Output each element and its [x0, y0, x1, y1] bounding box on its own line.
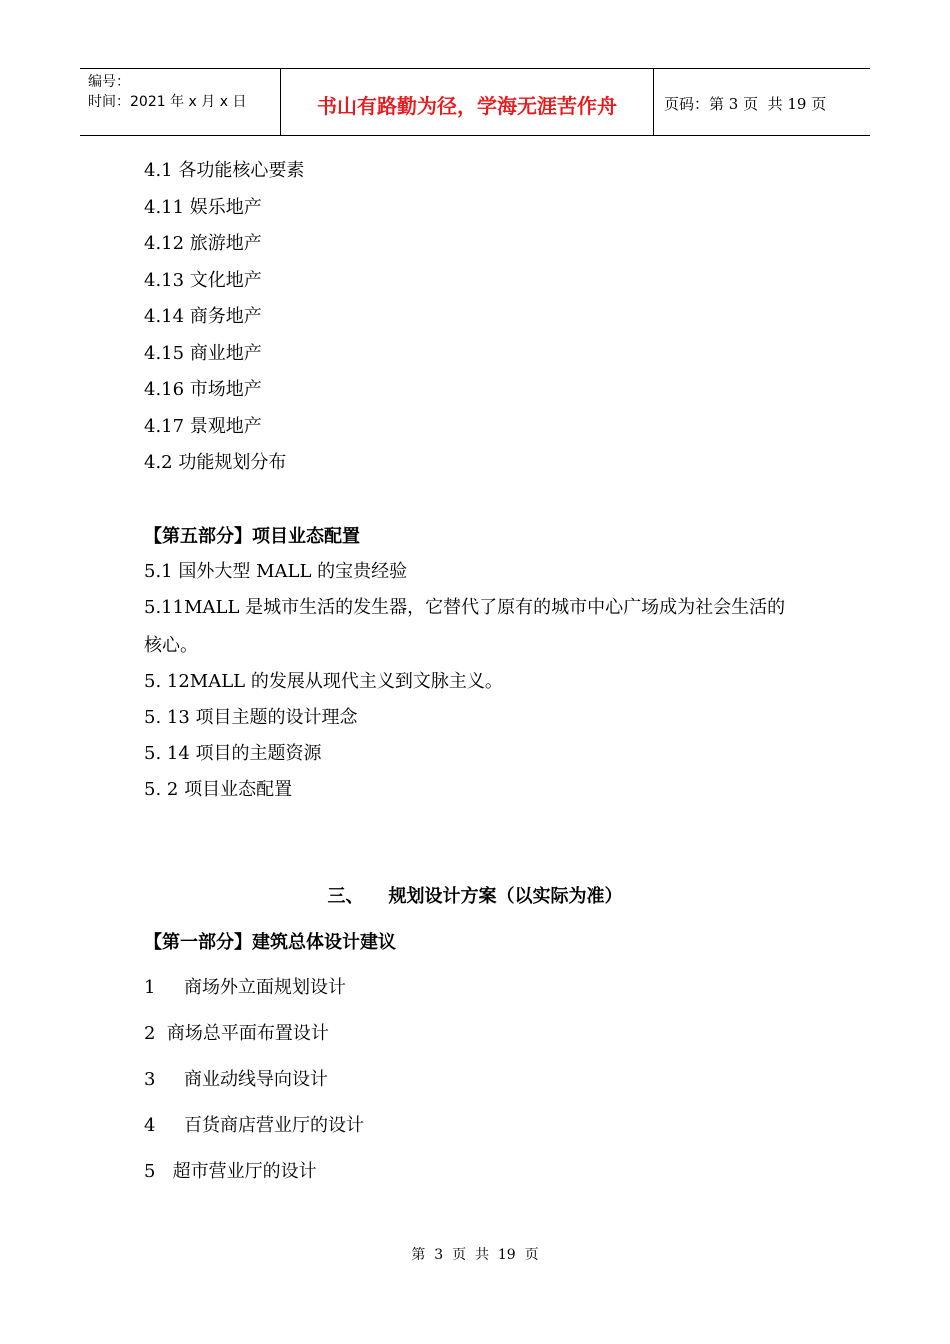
list-item: 4.16 市场地产 — [144, 379, 262, 400]
list-item: 1 商场外立面规划设计 — [144, 977, 347, 998]
list-item: 5.1 国外大型 MALL 的宝贵经验 — [144, 561, 408, 582]
list-item: 4 百货商店营业厅的设计 — [144, 1115, 365, 1136]
list-item: 5. 13 项目主题的设计理念 — [144, 707, 358, 728]
list-item: 5. 2 项目业态配置 — [144, 779, 293, 800]
list-item: 4.14 商务地产 — [144, 306, 262, 327]
section-heading: 【第五部分】项目业态配置 — [144, 526, 360, 547]
list-item: 5. 14 项目的主题资源 — [144, 743, 322, 764]
list-item: 4.2 功能规划分布 — [144, 452, 287, 473]
list-item: 4.11 娱乐地产 — [144, 197, 262, 218]
list-item: 核心。 — [144, 635, 198, 656]
header-motto: 书山有路勤为径，学海无涯苦作舟 — [281, 69, 654, 135]
page-header — [80, 68, 870, 136]
list-item: 4.17 景观地产 — [144, 416, 262, 437]
list-item: 5.11MALL 是城市生活的发生器，它替代了原有的城市中心广场成为社会生活的 — [144, 597, 786, 618]
time-label: 时间：2021 年 x 月 x 日 — [88, 94, 247, 110]
list-item: 4.13 文化地产 — [144, 270, 262, 291]
header-meta — [80, 69, 281, 135]
list-item: 4.15 商业地产 — [144, 343, 262, 364]
section-heading: 【第一部分】建筑总体设计建议 — [144, 932, 396, 953]
header-page-info: 页码：第 3 页 共 19 页 — [664, 94, 827, 113]
list-item: 5 超市营业厅的设计 — [144, 1161, 317, 1182]
list-item: 4.1 各功能核心要素 — [144, 160, 305, 181]
list-item: 3 商业动线导向设计 — [144, 1069, 329, 1090]
list-item: 2 商场总平面布置设计 — [144, 1023, 329, 1044]
number-label: 编号： — [88, 74, 130, 90]
list-item: 4.12 旅游地产 — [144, 233, 262, 254]
list-item: 5. 12MALL 的发展从现代主义到文脉主义。 — [144, 671, 503, 692]
section-title: 三、 规划设计方案（以实际为准） — [327, 886, 623, 907]
page-footer: 第 3 页 共 19 页 — [411, 1247, 539, 1263]
